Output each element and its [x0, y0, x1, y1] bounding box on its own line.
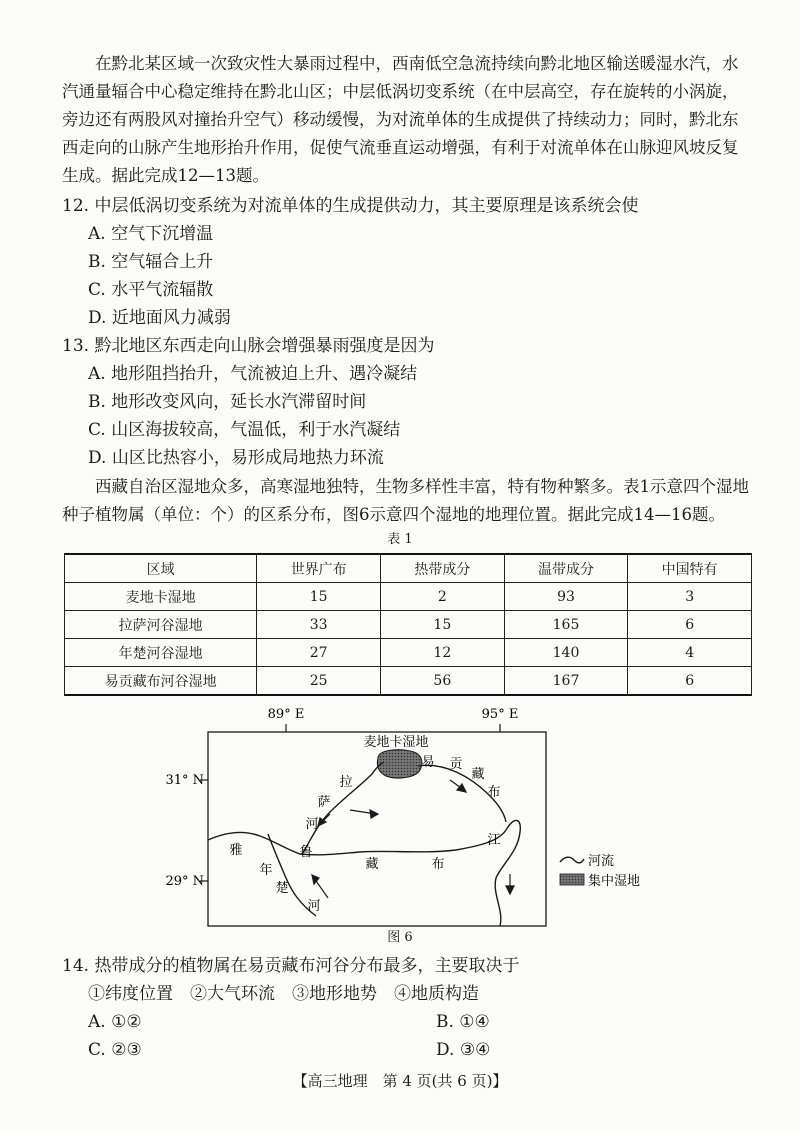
table-cell: 年楚河谷湿地 — [65, 639, 257, 667]
table-row — [65, 667, 752, 696]
legend-river-symbol — [560, 857, 584, 863]
lat-label-31: 31° N — [165, 773, 204, 788]
table-header: 热带成分 — [381, 554, 505, 583]
table-row — [65, 583, 752, 611]
table-header: 中国特有 — [628, 554, 752, 583]
table-cell: 易贡藏布河谷湿地 — [65, 667, 257, 696]
q14-option-c[interactable]: C. ②③ — [88, 1040, 142, 1060]
table-cell: 4 — [628, 639, 752, 667]
q12-option-a[interactable]: A. 空气下沉增温 — [88, 224, 214, 244]
table-cell: 167 — [504, 667, 628, 696]
lhasa-char-1: 拉 — [339, 775, 353, 790]
yarlung-char-1: 雅 — [229, 843, 243, 858]
intro-passage-1: 在黔北某区域一次致灾性大暴雨过程中，西南低空急流持续向黔北地区输送暖湿水汽，水汽通量辐合中心稳定维持在黔北山区；中层低涡切变系统（在中层高空，存在旋转的小涡旋，旁边还有两股风对撞抬升空气）移动缓慢，为对流单体的生成提供了持续动力；同时，黔北东西走向的山脉产生地形抬升作用，促使气流垂直运动增强，有利于对流单体在山脉迎风坡反复生成。据此完成12—13题。 — [62, 54, 739, 185]
table-row — [65, 639, 752, 667]
legend-wetland-label: 集中湿地 — [588, 874, 641, 889]
flow-arrows — [312, 780, 514, 898]
yarlung-char-2: 鲁 — [299, 845, 313, 860]
q13-option-a[interactable]: A. 地形阻挡抬升，气流被迫上升、遇冷凝结 — [88, 364, 418, 384]
table-header-row — [65, 554, 752, 583]
wetland-location-map — [160, 704, 660, 934]
lat-label-29: 29° N — [165, 874, 204, 889]
q12-option-c[interactable]: C. 水平气流辐散 — [88, 280, 214, 300]
table-header: 世界广布 — [257, 554, 381, 583]
table-cell: 6 — [628, 611, 752, 639]
yigong-char-4: 布 — [487, 785, 501, 800]
q13-option-b[interactable]: B. 地形改变风向，延长水汽滞留时间 — [88, 392, 367, 412]
q12-option-d[interactable]: D. 近地面风力减弱 — [88, 308, 231, 328]
table-cell: 拉萨河谷湿地 — [65, 611, 257, 639]
table-cell: 麦地卡湿地 — [65, 583, 257, 611]
lhasa-char-2: 萨 — [317, 795, 331, 810]
lon-label-89: 89° E — [267, 707, 305, 722]
table-cell: 140 — [504, 639, 628, 667]
question-13-stem: 13. 黔北地区东西走向山脉会增强暴雨强度是因为 — [62, 336, 435, 356]
yigong-char-1: 易 — [421, 755, 435, 770]
wetland-patch — [377, 750, 422, 778]
table-cell: 6 — [628, 667, 752, 696]
legend-wetland-symbol — [560, 874, 584, 885]
q14-option-a[interactable]: A. ①② — [88, 1012, 142, 1032]
question-12-stem: 12. 中层低涡切变系统为对流单体的生成提供动力，其主要原理是该系统会使 — [62, 196, 639, 216]
table-cell: 33 — [257, 611, 381, 639]
question-14-stem: 14. 热带成分的植物属在易贡藏布河谷分布最多，主要取决于 — [62, 956, 520, 976]
table-cell: 27 — [257, 639, 381, 667]
wetland-label: 麦地卡湿地 — [363, 735, 429, 750]
table-header: 区域 — [65, 554, 257, 583]
yarlung-char-3: 藏 — [365, 857, 379, 872]
lhasa-char-3: 河 — [305, 817, 319, 832]
yarlung-char-5: 江 — [487, 833, 501, 848]
q14-factors: ①纬度位置 ②大气环流 ③地形地势 ④地质构造 — [88, 984, 479, 1004]
wetland-genus-table — [64, 553, 752, 696]
yigong-char-3: 藏 — [471, 767, 485, 782]
table-cell: 56 — [381, 667, 505, 696]
table-cell: 3 — [628, 583, 752, 611]
table-cell: 25 — [257, 667, 381, 696]
table-header: 温带成分 — [504, 554, 628, 583]
yarlung-tsangpo-river — [208, 830, 506, 855]
table-cell: 93 — [504, 583, 628, 611]
table-row — [65, 611, 752, 639]
q13-option-c[interactable]: C. 山区海拔较高，气温低，利于水汽凝结 — [88, 420, 401, 440]
table-cell: 15 — [257, 583, 381, 611]
yarlung-char-4: 布 — [431, 857, 445, 872]
q12-option-b[interactable]: B. 空气辐合上升 — [88, 252, 214, 272]
yigong-char-2: 贡 — [449, 757, 463, 772]
lon-label-95: 95° E — [481, 707, 519, 722]
intro-passage-2: 西藏自治区湿地众多，高寒湿地独特，生物多样性丰富，特有物种繁多。表1示意四个湿地种子植物属（单位：个）的区系分布，图6示意四个湿地的地理位置。据此完成14—16题。 — [62, 477, 749, 524]
q14-option-b[interactable]: B. ①④ — [436, 1012, 490, 1032]
figure-caption: 图 6 — [387, 930, 413, 945]
table-cell: 2 — [381, 583, 505, 611]
legend-river-label: 河流 — [588, 854, 615, 869]
q13-option-d[interactable]: D. 山区比热容小，易形成局地热力环流 — [88, 448, 384, 468]
table-cell: 15 — [381, 611, 505, 639]
table-cell: 165 — [504, 611, 628, 639]
nianchu-char-3: 河 — [307, 899, 321, 914]
q14-option-d[interactable]: D. ③④ — [436, 1040, 491, 1060]
page-footer: 【高三地理 第 4 页(共 6 页)】 — [292, 1072, 508, 1090]
table-caption: 表 1 — [387, 532, 413, 547]
table-cell: 12 — [381, 639, 505, 667]
nianchu-char-1: 年 — [259, 863, 273, 878]
nianchu-char-2: 楚 — [275, 881, 289, 896]
